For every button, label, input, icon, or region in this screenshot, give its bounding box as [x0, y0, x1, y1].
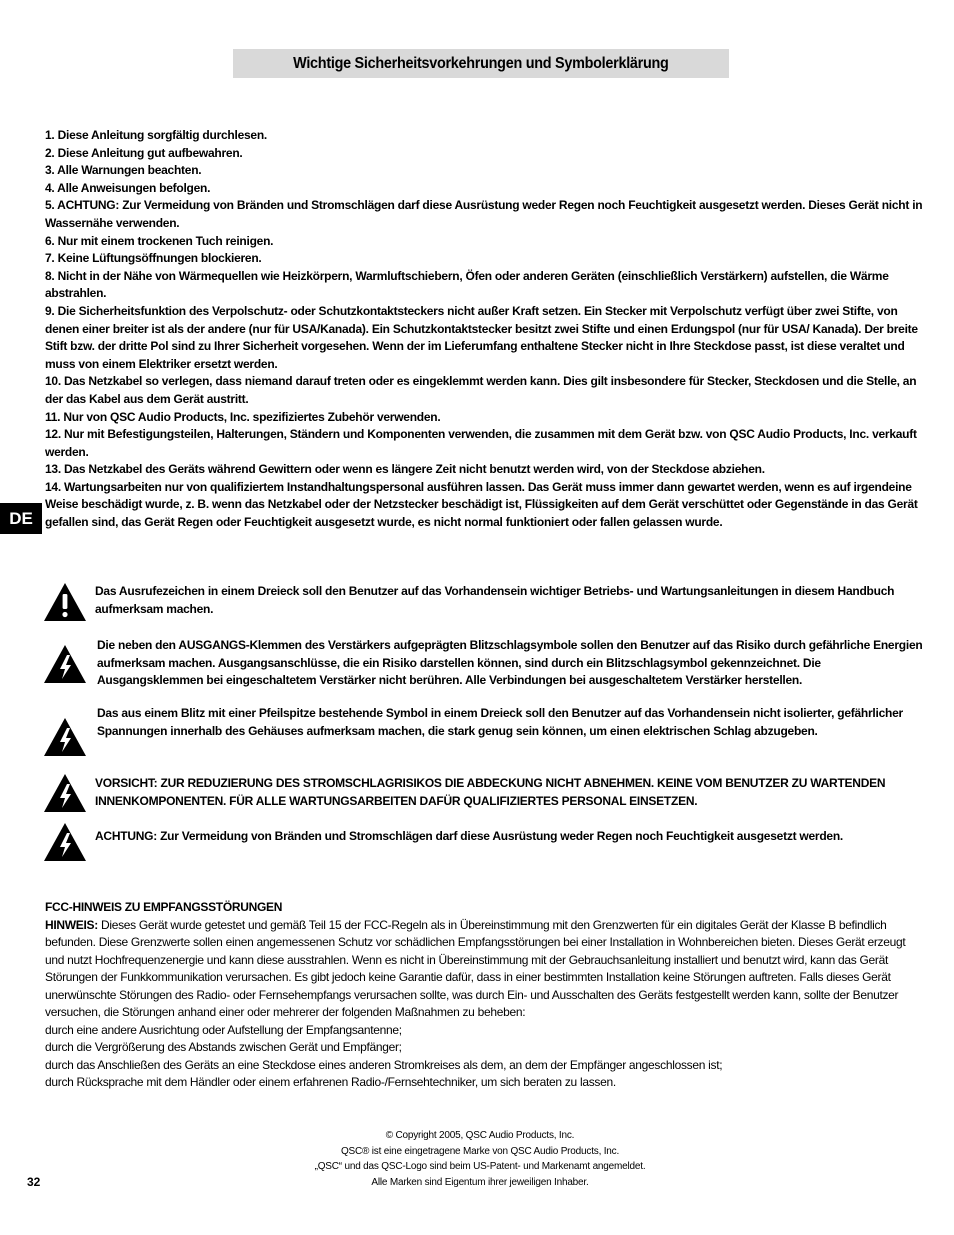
fcc-heading: FCC-HINWEIS ZU EMPFANGSSTÖRUNGEN	[45, 900, 283, 914]
lightning-triangle-icon	[43, 773, 87, 813]
safety-instructions-list	[45, 127, 925, 532]
instruction-item: 3. Alle Warnungen beachten.	[45, 163, 202, 178]
symbol-description: VORSICHT: ZUR REDUZIERUNG DES STROMSCHLAGRISIKOS DIE ABDECKUNG NICHT ABNEHMEN. KEINE VOM BENUTZER ZU WARTENDEN INNENKOMPONENTEN. FÜR ALLE WARTUNGSARBEITEN DAFÜR QUALIFIZIERTES PERSONAL EINSETZEN.	[95, 776, 886, 808]
lightning-triangle-icon	[43, 717, 87, 757]
footer-line: © Copyright 2005, QSC Audio Products, Inc.	[385, 1130, 575, 1141]
lightning-triangle-icon	[43, 822, 87, 862]
instruction-item: 5. ACHTUNG: Zur Vermeidung von Bränden und Stromschlägen darf diese Ausrüstung weder Regen noch Feuchtigkeit ausgesetzt werden. Dieses Gerät nicht in Wassernähe verwenden.	[45, 198, 923, 230]
fcc-notice	[45, 899, 925, 1092]
instruction-item: 2. Diese Anleitung gut aufbewahren.	[45, 145, 243, 160]
section-title-bar	[233, 49, 729, 78]
symbol-description: ACHTUNG: Zur Vermeidung von Bränden und Stromschlägen darf diese Ausrüstung weder Regen noch Feuchtigkeit ausgesetzt werden.	[95, 829, 844, 843]
fcc-measure: durch Rücksprache mit dem Händler oder einem erfahrenen Radio-/Fernsehtechniker, um sich beraten zu lassen.	[45, 1075, 616, 1089]
symbol-description: Das aus einem Blitz mit einer Pfeilspitze bestehende Symbol in einem Dreieck soll den Benutzer auf das Vorhandensein nicht isolierter, gefährlicher Spannungen innerhalb des Gehäuses aufmerksam machen, die stark genug sein können, um einen elektrischen Schlag abzugeben.	[97, 706, 903, 738]
instruction-item: 14. Wartungsarbeiten nur von qualifiziertem Instandhaltungspersonal ausführen lassen. Das Gerät muss immer dann gewartet werden, wenn es auf irgendeine Weise beschädigt wurde, z. B. wenn das Netzkabel oder der Netzstecker beschädigt ist, Flüssigkeiten auf dem Gerät verschüttet oder Gegenstände in das Gerät gefallen sind, das Gerät Regen oder Feuchtigkeit ausgesetzt wurde, es nicht normal funktioniert oder fallen gelassen wurde.	[45, 479, 918, 530]
fcc-measure: durch eine andere Ausrichtung oder Aufstellung der Empfangsantenne;	[45, 1022, 402, 1037]
instruction-item: 7. Keine Lüftungsöffnungen blockieren.	[45, 251, 262, 266]
fcc-measure: durch die Vergrößerung des Abstands zwischen Gerät und Empfänger;	[45, 1040, 402, 1054]
symbol-description: Das Ausrufezeichen in einem Dreieck soll den Benutzer auf das Vorhandensein wichtiger Betriebs- und Wartungsanleitungen in diesem Handbuch aufmerksam machen.	[95, 584, 895, 616]
footer-line: QSC® ist eine eingetragene Marke von QSC Audio Products, Inc.	[340, 1145, 620, 1157]
instruction-item: 12. Nur mit Befestigungsteilen, Halterungen, Ständern und Komponenten verwenden, die zusammen mit dem Gerät bzw. von QSC Audio Products, Inc. verkauft werden.	[45, 427, 917, 459]
footer-line: „QSC“ und das QSC-Logo sind beim US-Patent- und Markenamt angemeldet.	[314, 1161, 646, 1172]
fcc-note-text: Dieses Gerät wurde getestet und gemäß Teil 15 der FCC-Regeln als in Übereinstimmung mit den Grenzwerten für ein digitales Gerät der Klasse B befindlich befunden. Diese Grenzwerte sollen einen angemessenen Schutz vor schädlichen Empfangsstörungen bei einer Installation in Wohnbereichen bieten. Dieses Gerät erzeugt und nutzt Hochfrequenzenergie und kann diese ausstrahlen. Wenn es nicht in Übereinstimmung mit der Gebrauchsanleitung installiert und benutzt wird, kann das Gerät Störungen der Funkkommunikation verursachen. Es gibt jedoch keine Garantie dafür, dass in einer bestimmten Installation keine Störungen auftreten. Falls dieses Gerät unerwünschte Störungen des Radio- oder Fernsehempfangs verursachen sollte, was durch Ein- und Ausschalten des Geräts festgestellt werden kann, sollte der Benutzer versuchen, die Störungen anhand einer oder mehrerer der folgenden Maßnahmen zu beheben:	[45, 917, 906, 1019]
instruction-item: 6. Nur mit einem trockenen Tuch reinigen.	[45, 233, 274, 248]
instruction-item: 13. Das Netzkabel des Geräts während Gewittern oder wenn es längere Zeit nicht benutzt werden wird, von der Steckdose abziehen.	[45, 462, 765, 477]
language-tab	[0, 503, 42, 534]
instruction-item: 8. Nicht in der Nähe von Wärmequellen wie Heizkörpern, Warmluftschiebern, Öfen oder anderen Geräten (einschließlich Verstärkern) aufstellen, die Wärme abstrahlen.	[45, 268, 889, 301]
section-title: Wichtige Sicherheitsvorkehrungen und Symbolerklärung	[293, 54, 669, 72]
lightning-triangle-icon	[43, 644, 87, 684]
language-tab-label: DE	[9, 508, 33, 528]
page-number: 32	[27, 1175, 41, 1189]
instruction-item: 1. Diese Anleitung sorgfältig durchlesen.	[45, 128, 268, 142]
fcc-note-label: HINWEIS:	[45, 917, 98, 932]
instruction-item: 9. Die Sicherheitsfunktion des Verpolschutz- oder Schutzkontaktsteckers nicht außer Kraft setzen. Ein Stecker mit Verpolschutz verfügt über zwei Stifte, von denen einer breiter ist als der andere (nur für USA/Kanada). Ein Schutzkontaktstecker besitzt zwei Stifte und einen Erdungspol (nur für USA/ Kanada). Der breite Stift bzw. der dritte Pol sind zu Ihrer Sicherheit vorgesehen. Wenn der im Lieferumfang enthaltene Stecker nicht in Ihre Steckdose passt, ist diese veraltet und muss von einem Elektriker ersetzt werden.	[45, 303, 918, 371]
instruction-item: 11. Nur von QSC Audio Products, Inc. spezifiziertes Zubehör verwenden.	[45, 409, 441, 424]
fcc-measure: durch das Anschließen des Geräts an eine Steckdose eines anderen Stromkreises als dem, an dem der Empfänger angeschlossen ist;	[45, 1057, 723, 1072]
instruction-item: 4. Alle Anweisungen befolgen.	[45, 180, 211, 195]
copyright-footer	[280, 1128, 680, 1190]
symbol-description: Die neben den AUSGANGS-Klemmen des Verstärkers aufgeprägten Blitzschlagsymbole sollen den Benutzer auf das Risiko durch gefährliche Energien aufmerksam machen. Ausgangsanschlüsse, die ein Risiko darstellen können, sind durch ein Blitzschlagsymbol gekennzeichnet. Die Ausgangsklemmen bei eingeschaltetem Verstärker nicht berühren. Alle Verbindungen bei ausgeschaltetem Verstärker herstellen.	[97, 638, 923, 688]
exclamation-triangle-icon	[43, 582, 87, 622]
instruction-item: 10. Das Netzkabel so verlegen, dass niemand darauf treten oder es eingeklemmt werden kann. Dies gilt insbesondere für Stecker, Steckdosen und die Stelle, an der das Kabel aus dem Gerät austritt.	[45, 374, 917, 406]
fcc-note	[45, 917, 925, 1022]
footer-line: Alle Marken sind Eigentum ihrer jeweiligen Inhaber.	[371, 1176, 589, 1188]
